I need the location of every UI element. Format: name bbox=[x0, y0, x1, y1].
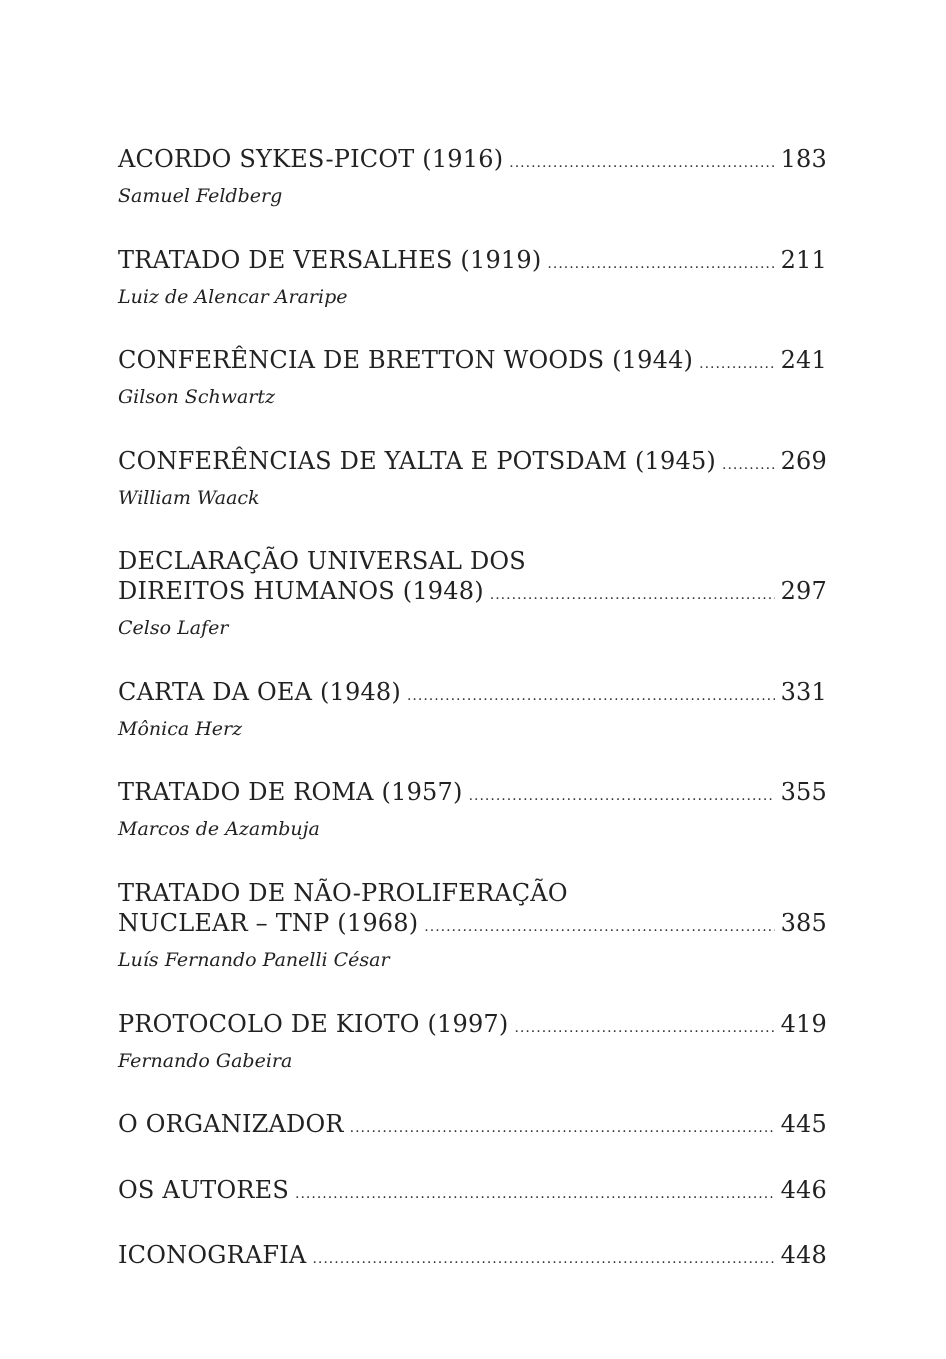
toc-entry-line bbox=[118, 1009, 827, 1039]
toc-entry-title-first-line: TRATADO DE NÃO-PROLIFERAÇÃO bbox=[118, 879, 568, 907]
toc-entry bbox=[118, 1009, 827, 1074]
toc-page-number: 385 bbox=[780, 909, 827, 937]
toc-entry-author: Fernando Gabeira bbox=[118, 1050, 293, 1072]
toc-entry bbox=[118, 345, 827, 410]
toc-entry-line bbox=[118, 1240, 827, 1270]
toc-entry-title: TRATADO DE VERSALHES (1919) bbox=[118, 246, 542, 274]
toc-entry-line bbox=[118, 1175, 827, 1205]
toc-entry bbox=[118, 546, 827, 641]
toc-entry-title: DIREITOS HUMANOS (1948) bbox=[118, 577, 484, 605]
toc-entry bbox=[118, 1109, 827, 1139]
toc-entry-title: CARTA DA OEA (1948) bbox=[118, 678, 401, 706]
toc-page-number: 355 bbox=[780, 778, 827, 806]
toc-leader-dots bbox=[424, 912, 774, 942]
toc-entry-title: O ORGANIZADOR bbox=[118, 1110, 344, 1138]
toc-entry bbox=[118, 446, 827, 511]
toc-entry-author: William Waack bbox=[118, 487, 260, 509]
toc-entry-title: NUCLEAR – TNP (1968) bbox=[118, 909, 419, 937]
toc-entry bbox=[118, 777, 827, 842]
toc-entry-line bbox=[118, 345, 827, 375]
toc-entry-author: Luiz de Alencar Araripe bbox=[118, 286, 348, 308]
toc-leader-dots bbox=[547, 249, 774, 279]
toc-page-number: 241 bbox=[780, 346, 827, 374]
toc-leader-dots bbox=[407, 681, 775, 711]
toc-entry-title: CONFERÊNCIA DE BRETTON WOODS (1944) bbox=[118, 346, 694, 374]
toc-leader-dots bbox=[350, 1113, 775, 1143]
toc-page-number: 446 bbox=[780, 1176, 827, 1204]
toc-entry-author: Luís Fernando Panelli César bbox=[118, 949, 390, 971]
toc-entry-title: TRATADO DE ROMA (1957) bbox=[118, 778, 463, 806]
toc-entry bbox=[118, 677, 827, 742]
toc-entry-author: Celso Lafer bbox=[118, 617, 229, 639]
toc-entry-title-first-line: DECLARAÇÃO UNIVERSAL DOS bbox=[118, 547, 526, 575]
toc-leader-dots bbox=[509, 148, 774, 178]
toc-leader-dots bbox=[490, 580, 775, 610]
toc-page-number: 297 bbox=[780, 577, 827, 605]
toc-entry-line bbox=[118, 677, 827, 707]
toc-leader-dots bbox=[699, 349, 774, 379]
toc-entry bbox=[118, 1175, 827, 1205]
toc-entry-line bbox=[118, 777, 827, 807]
toc-leader-dots bbox=[312, 1244, 774, 1274]
toc-entry bbox=[118, 878, 827, 973]
toc-entry-title: ICONOGRAFIA bbox=[118, 1241, 307, 1269]
toc-page-number: 331 bbox=[780, 678, 827, 706]
toc-page-number: 419 bbox=[780, 1010, 827, 1038]
toc-entry-author: Marcos de Azambuja bbox=[118, 818, 320, 840]
toc-leader-dots bbox=[295, 1179, 775, 1209]
toc-entry-title: PROTOCOLO DE KIOTO (1997) bbox=[118, 1010, 509, 1038]
toc-leader-dots bbox=[469, 781, 775, 811]
toc-entry-line bbox=[118, 245, 827, 275]
toc-entry-line bbox=[118, 908, 827, 938]
toc-entry-line bbox=[118, 144, 827, 174]
toc-entry-title: ACORDO SYKES-PICOT (1916) bbox=[118, 145, 504, 173]
toc-entry bbox=[118, 1240, 827, 1270]
toc-page-number: 183 bbox=[780, 145, 827, 173]
table-of-contents bbox=[118, 0, 827, 1359]
toc-page-number: 445 bbox=[780, 1110, 827, 1138]
toc-page-number: 269 bbox=[780, 447, 827, 475]
toc-page-number: 211 bbox=[780, 246, 827, 274]
toc-entry-author: Gilson Schwartz bbox=[118, 386, 276, 408]
toc-entry-author: Mônica Herz bbox=[118, 718, 243, 740]
toc-page-number: 448 bbox=[780, 1241, 827, 1269]
toc-leader-dots bbox=[514, 1013, 774, 1043]
toc-entry-line bbox=[118, 446, 827, 476]
toc-entry bbox=[118, 245, 827, 310]
toc-entry-title: CONFERÊNCIAS DE YALTA E POTSDAM (1945) bbox=[118, 447, 716, 475]
toc-entry-line bbox=[118, 1109, 827, 1139]
toc-entry-title: OS AUTORES bbox=[118, 1176, 290, 1204]
toc-entry bbox=[118, 144, 827, 209]
toc-leader-dots bbox=[722, 450, 775, 480]
toc-entry-author: Samuel Feldberg bbox=[118, 185, 283, 207]
toc-entry-line bbox=[118, 576, 827, 606]
